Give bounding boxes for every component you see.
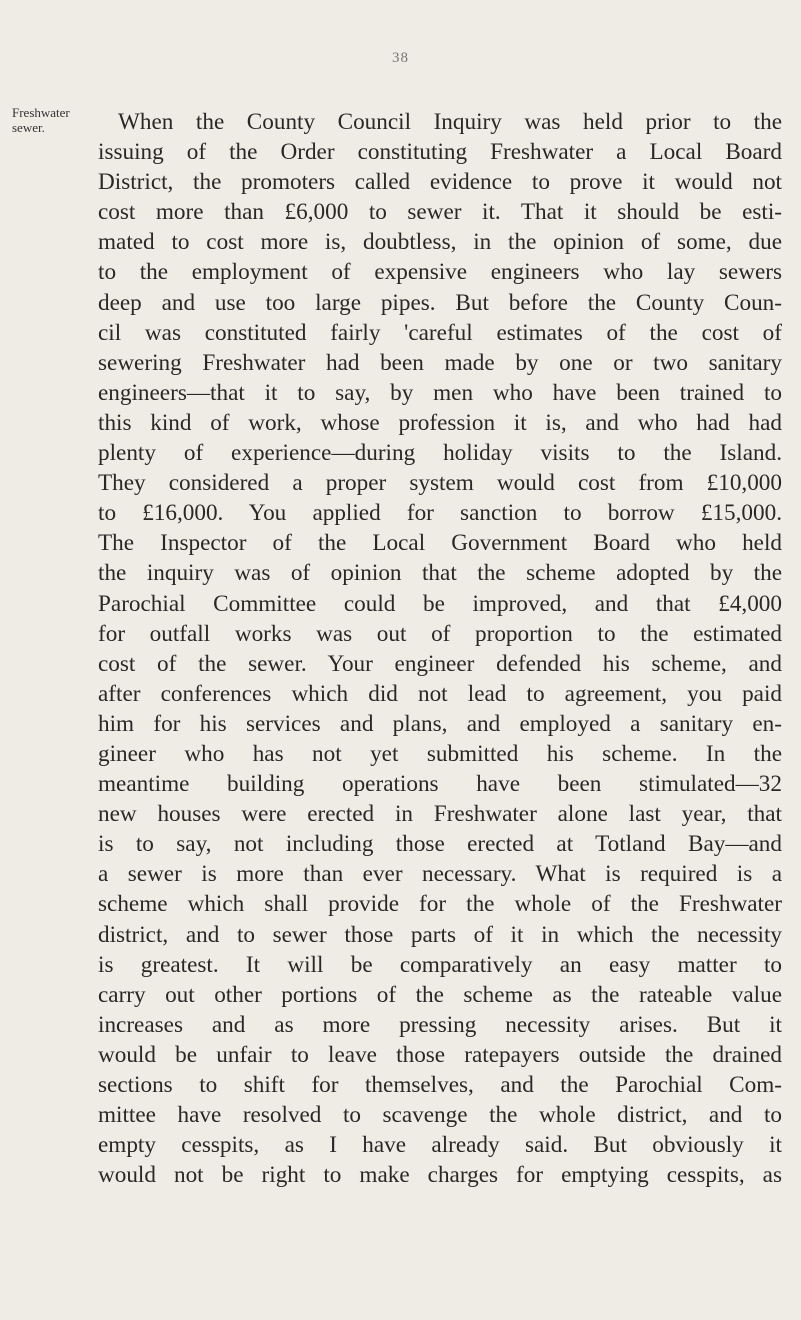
text-line: would be unfair to leave those ratepayers outside the drained bbox=[98, 1041, 782, 1068]
text-line: a sewer is more than ever necessary. What is required is a bbox=[98, 861, 782, 888]
text-line: sections to shift for themselves, and the Parochial Com- bbox=[98, 1072, 782, 1098]
text-line: is to say, not including those erected at Totland Bay—and bbox=[98, 831, 782, 858]
text-line: deep and use too large pipes. But before the County Coun- bbox=[98, 289, 782, 316]
text-line: issuing of the Order constituting Freshwater a Local Board bbox=[98, 139, 782, 166]
text-line: empty cesspits, as I have already said. But obviously it bbox=[98, 1132, 782, 1159]
text-line: to the employment of expensive engineers who lay sewers bbox=[98, 259, 782, 286]
margin-note: Freshwater sewer. bbox=[12, 105, 70, 135]
text-line: cost more than £6,000 to sewer it. That it should be esti- bbox=[98, 199, 782, 226]
text-line: is greatest. It will be comparatively an easy matter to bbox=[98, 951, 782, 978]
page-number: 38 bbox=[392, 50, 409, 66]
text-line: mittee have resolved to scavenge the whole district, and to bbox=[98, 1102, 782, 1129]
text-line: meantime building operations have been stimulated—32 bbox=[98, 771, 782, 798]
text-line: after conferences which did not lead to agreement, you paid bbox=[98, 680, 782, 707]
text-line: plenty of experience—during holiday visits to the Island. bbox=[98, 440, 782, 467]
text-line: gineer who has not yet submitted his scheme. In the bbox=[98, 740, 782, 767]
text-line: They considered a proper system would cost from £10,000 bbox=[98, 470, 782, 497]
text-line: new houses were erected in Freshwater alone last year, that bbox=[98, 801, 782, 828]
text-line: When the County Council Inquiry was held prior to the bbox=[118, 109, 782, 135]
text-line: the inquiry was of opinion that the scheme adopted by the bbox=[98, 560, 782, 587]
text-line: for outfall works was out of proportion to the estimated bbox=[98, 620, 782, 647]
text-line: scheme which shall provide for the whole of the Freshwater bbox=[98, 891, 782, 918]
text-line: engineers—that it to say, by men who have been trained to bbox=[98, 379, 782, 406]
text-line: cil was constituted fairly 'careful estimates of the cost of bbox=[98, 319, 782, 346]
text-line: mated to cost more is, doubtless, in the opinion of some, due bbox=[98, 229, 782, 256]
text-line: carry out other portions of the scheme as the rateable value bbox=[98, 981, 782, 1008]
text-line: to £16,000. You applied for sanction to borrow £15,000. bbox=[98, 500, 782, 527]
text-line: him for his services and plans, and employed a sanitary en- bbox=[98, 710, 782, 737]
text-line: sewering Freshwater had been made by one or two sanitary bbox=[98, 349, 782, 376]
text-line: The Inspector of the Local Government Board who held bbox=[98, 530, 782, 557]
text-line: District, the promoters called evidence to prove it would not bbox=[98, 169, 782, 196]
text-line: would not be right to make charges for emptying cesspits, as bbox=[98, 1162, 782, 1189]
text-line: Parochial Committee could be improved, and that £4,000 bbox=[98, 590, 782, 617]
text-line: district, and to sewer those parts of it in which the necessity bbox=[98, 921, 782, 948]
body-paragraph bbox=[98, 107, 782, 1190]
text-line: this kind of work, whose profession it is, and who had had bbox=[98, 409, 782, 436]
text-line: cost of the sewer. Your engineer defended his scheme, and bbox=[98, 650, 782, 677]
text-line: increases and as more pressing necessity arises. But it bbox=[98, 1011, 782, 1038]
